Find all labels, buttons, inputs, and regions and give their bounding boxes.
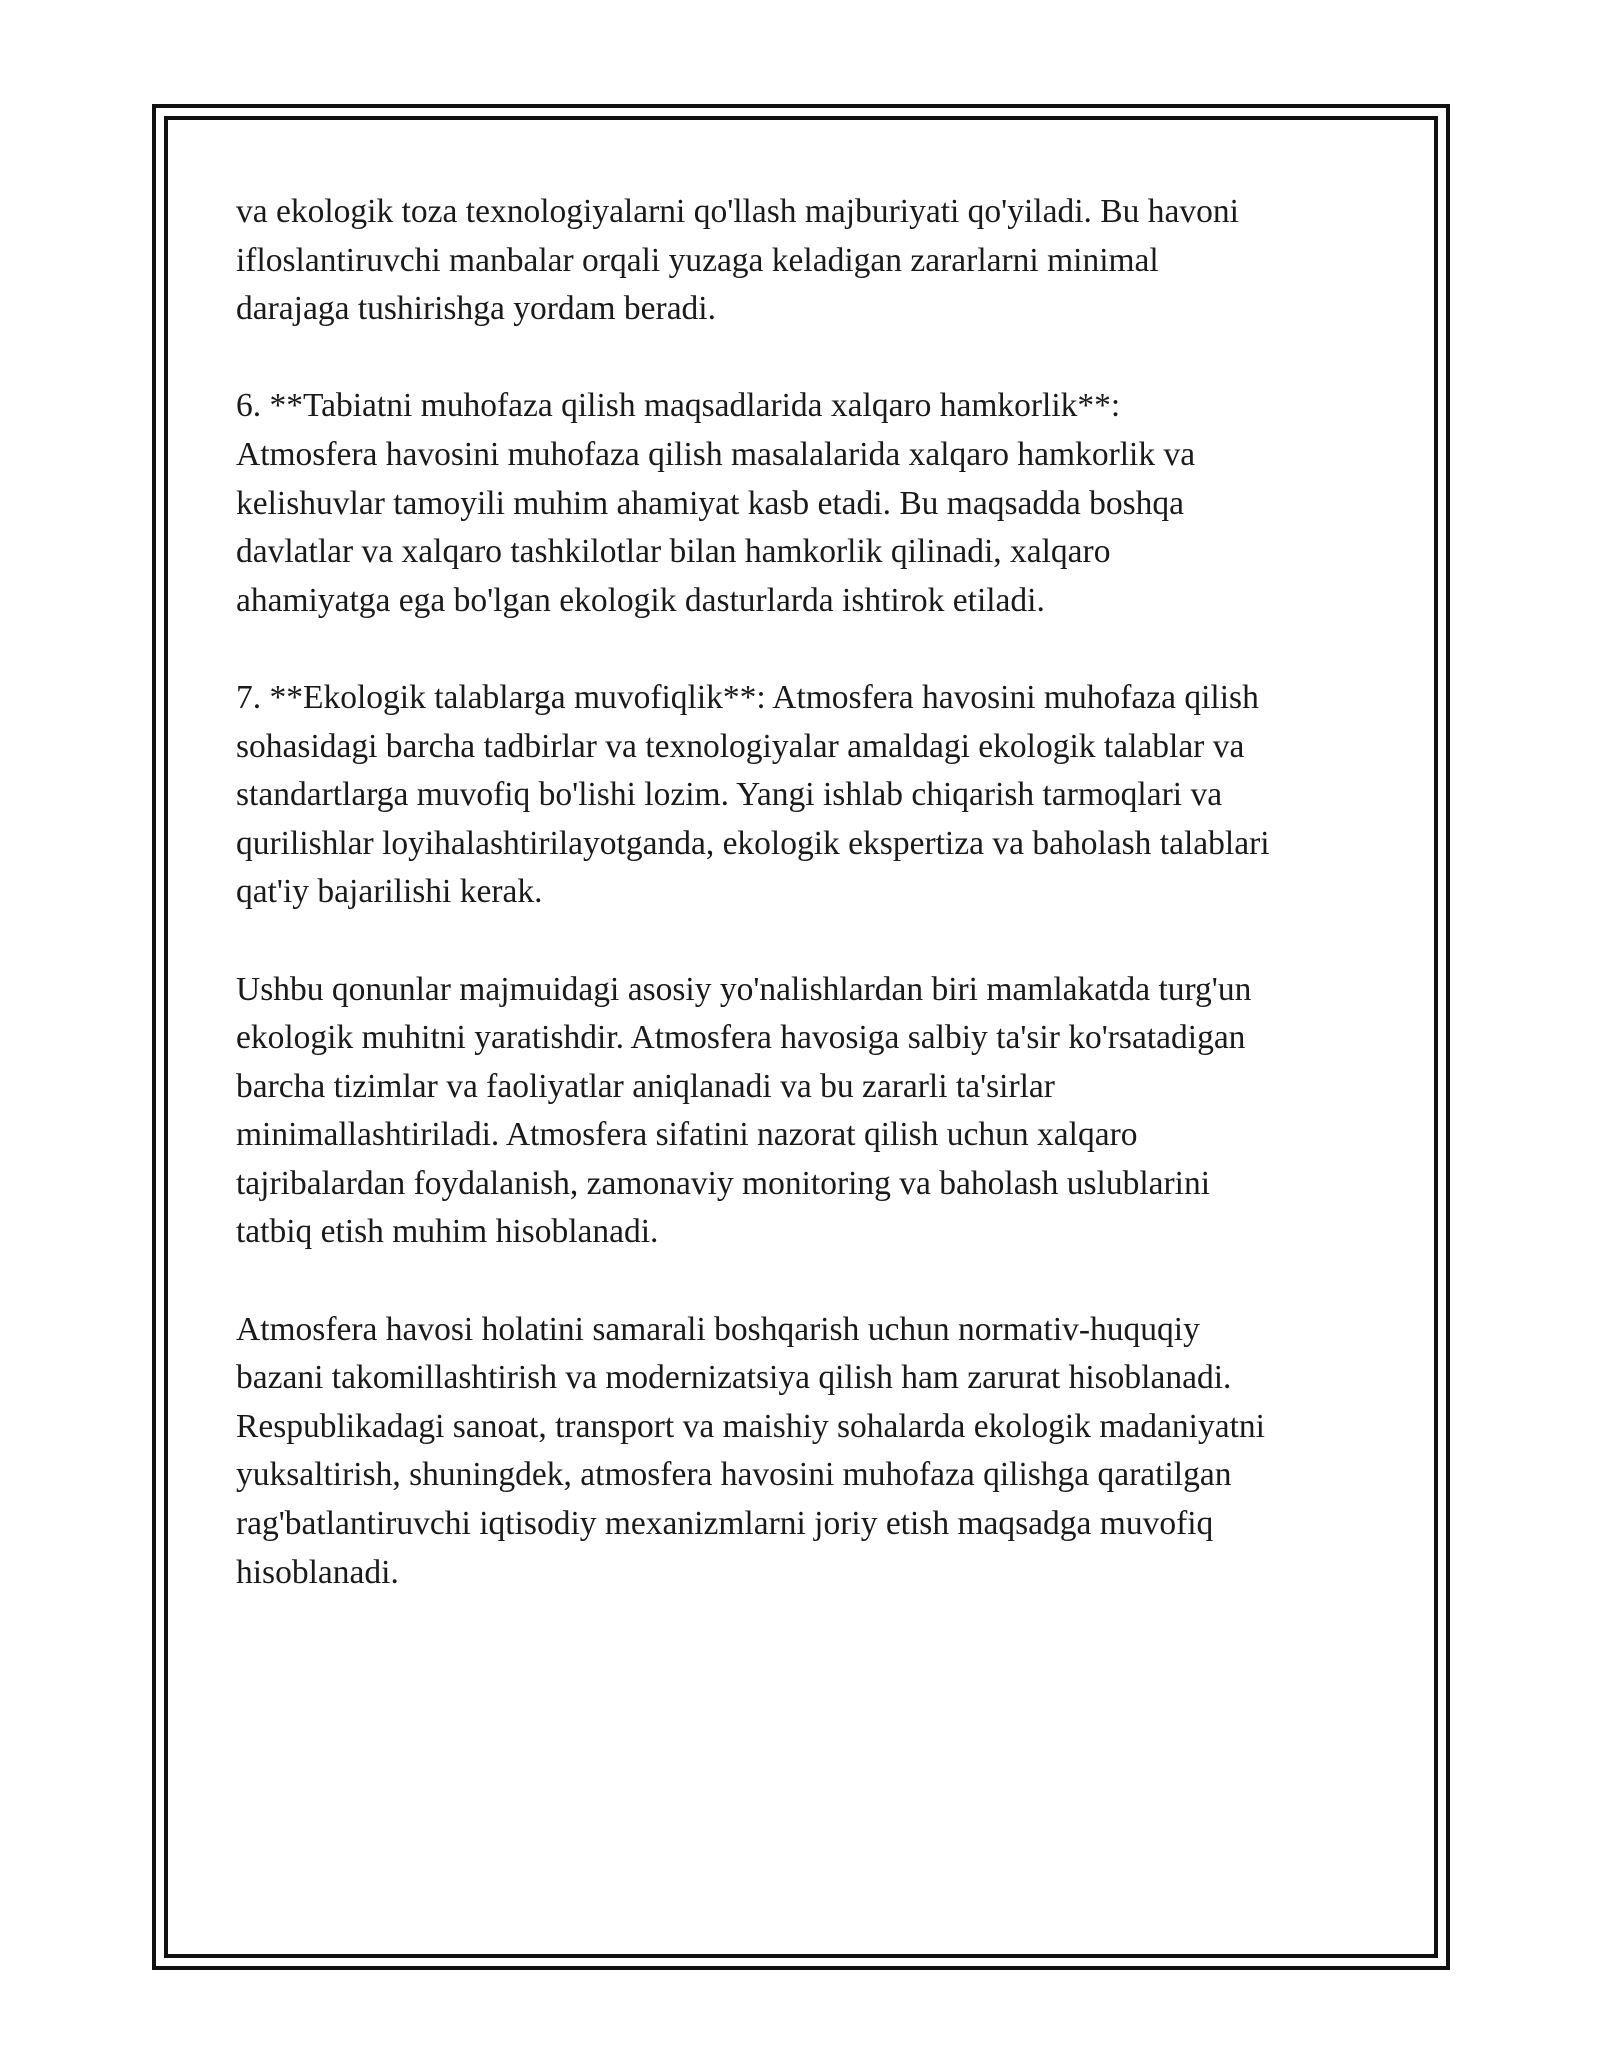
paragraph-regulatory-framework: Atmosfera havosi holatini samarali boshqarish uchun normativ-huquqiy bazani takomillashtirish va modernizatsiya qilish ham zarurat hisoblanadi. Respublikadagi sanoat, transport va maishiy sohalarda ekologik madaniyatni yuksaltirish, shuningdek, atmosfera havosini muhofaza qilishga qaratilgan rag'batlantiruvchi iqtisodiy mexanizmlarni joriy etish maqsadga muvofiq hisoblanadi. — [236, 1310, 1265, 1591]
paragraph-item-7-ecological-compliance: 7. **Ekologik talablarga muvofiqlik**: Atmosfera havosini muhofaza qilish sohasidagi barcha tadbirlar va texnologiyalar amaldagi ekologik talablar va standartlarga muvofiq bo'lishi lozim. Yangi ishlab chiqarish tarmoqlari va qurilishlar loyihalashtirilayotganda, ekologik ekspertiza va baholash talablari qat'iy bajarilishi kerak. — [236, 678, 1270, 911]
paragraph-item-6-international-cooperation: 6. **Tabiatni muhofaza qilish maqsadlarida xalqaro hamkorlik**: Atmosfera havosini muhofaza qilish masalalarida xalqaro hamkorlik va kelishuvlar tamoyili muhim ahamiyat kasb etadi. Bu maqsadda boshqa davlatlar va xalqaro tashkilotlar bilan hamkorlik qilinadi, xalqaro ahamiyatga ega bo'lgan ekologik dasturlarda ishtirok etiladi. — [236, 387, 1196, 619]
paragraph-stable-environment: Ushbu qonunlar majmuidagi asosiy yo'nalishlardan biri mamlakatda turg'un ekologik muhitni yaratishdir. Atmosfera havosiga salbiy ta'sir ko'rsatadigan barcha tizimlar va faoliyatlar aniqlanadi va bu zararli ta'sirlar minimallashtiriladi. Atmosfera sifatini nazorat qilish uchun xalqaro tajribalardan foydalanish, zamonaviy monitoring va baholash uslublarini tatbiq etish muhim hisoblanadi. — [236, 970, 1252, 1251]
paragraph-intro-continuation: va ekologik toza texnologiyalarni qo'llash majburiyati qo'yiladi. Bu havoni ifloslantiruvchi manbalar orqali yuzaga keladigan zararlarni minimal darajaga tushirishga yordam beradi. — [236, 193, 1239, 328]
document-body — [236, 188, 1376, 1646]
